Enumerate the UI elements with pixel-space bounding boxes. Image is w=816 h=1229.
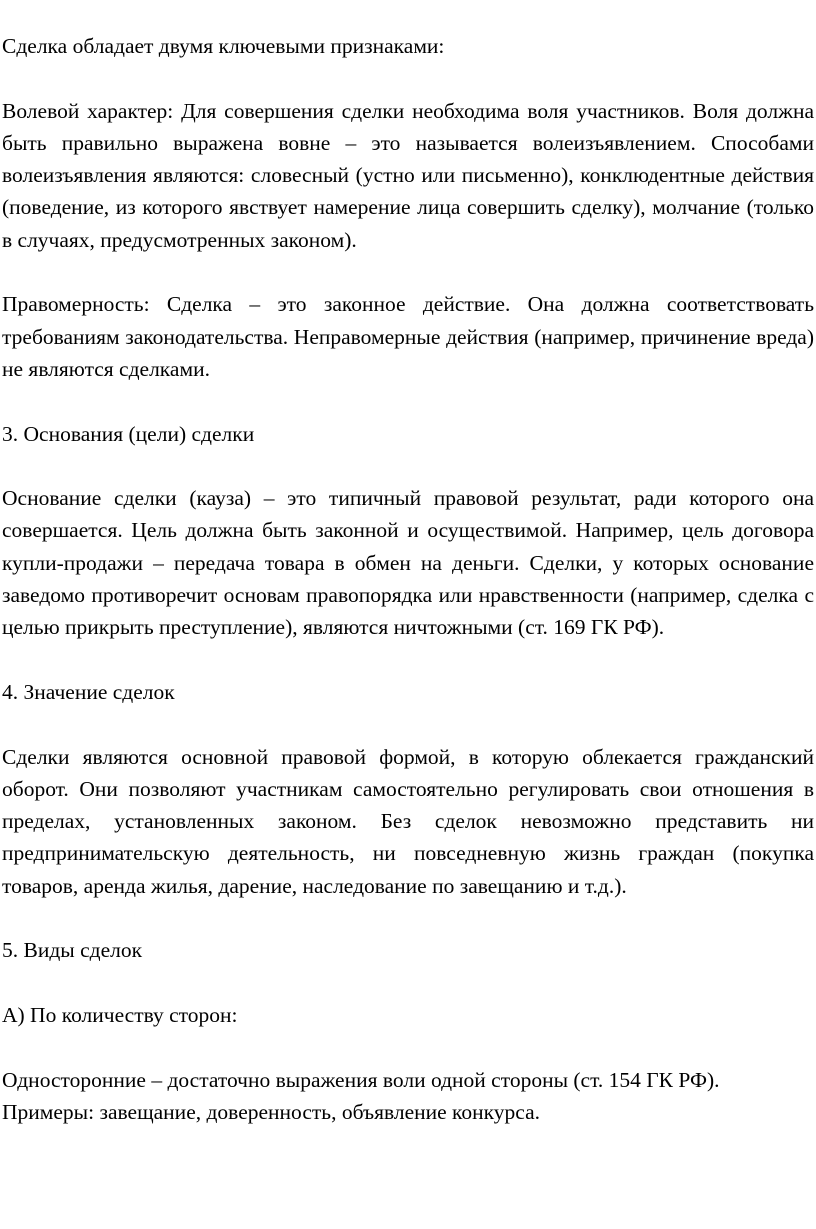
volitional-character-paragraph: Волевой характер: Для совершения сделки необходима воля участников. Воля должна быть правильно выражена вовне – это называется волеизъявлением. Способами волеизъявления являются: словесный (устно или письменно), конклюдентные действия (поведение, из которого явствует намерение лица совершить сделку), молчание (только в случаях, предусмотренных законом). xyxy=(2,98,814,252)
section-heading-5: 5. Виды сделок xyxy=(2,938,143,963)
subsection-heading-a: А) По количеству сторон: xyxy=(2,1002,238,1027)
document-page xyxy=(2,30,814,1160)
section-heading-3: 3. Основания (цели) сделки xyxy=(2,421,255,446)
significance-paragraph: Сделки являются основной правовой формой, в которую облекается гражданский оборот. Они позволяют участникам самостоятельно регулировать свои отношения в пределах, установленных законом. Без сделок невозможно представить ни предпринимательскую деятельность, ни повседневную жизнь граждан (покупка товаров, аренда жилья, дарение, наследование по завещанию и т.д.). xyxy=(2,744,814,898)
section-heading-4: 4. Значение сделок xyxy=(2,679,175,704)
intro-paragraph: Сделка обладает двумя ключевыми признаками: xyxy=(2,34,445,58)
lawfulness-paragraph: Правомерность: Сделка – это законное действие. Она должна соответствовать требованиям законодательства. Неправомерные действия (например, причинение вреда) не являются сделками. xyxy=(2,292,814,381)
unilateral-paragraph: Односторонние – достаточно выражения воли одной стороны (ст. 154 ГК РФ). Примеры: завещание, доверенность, объявление конкурса. xyxy=(2,1067,720,1124)
basis-paragraph: Основание сделки (кауза) – это типичный правовой результат, ради которого она совершается. Цель должна быть законной и осуществимой. Например, цель договора купли-продажи – передача товара в обмен на деньги. Сделки, у которых основание заведомо противоречит основам правопорядка или нравственности (например, сделка с целью прикрыть преступление), являются ничтожными (ст. 169 ГК РФ). xyxy=(2,486,814,640)
